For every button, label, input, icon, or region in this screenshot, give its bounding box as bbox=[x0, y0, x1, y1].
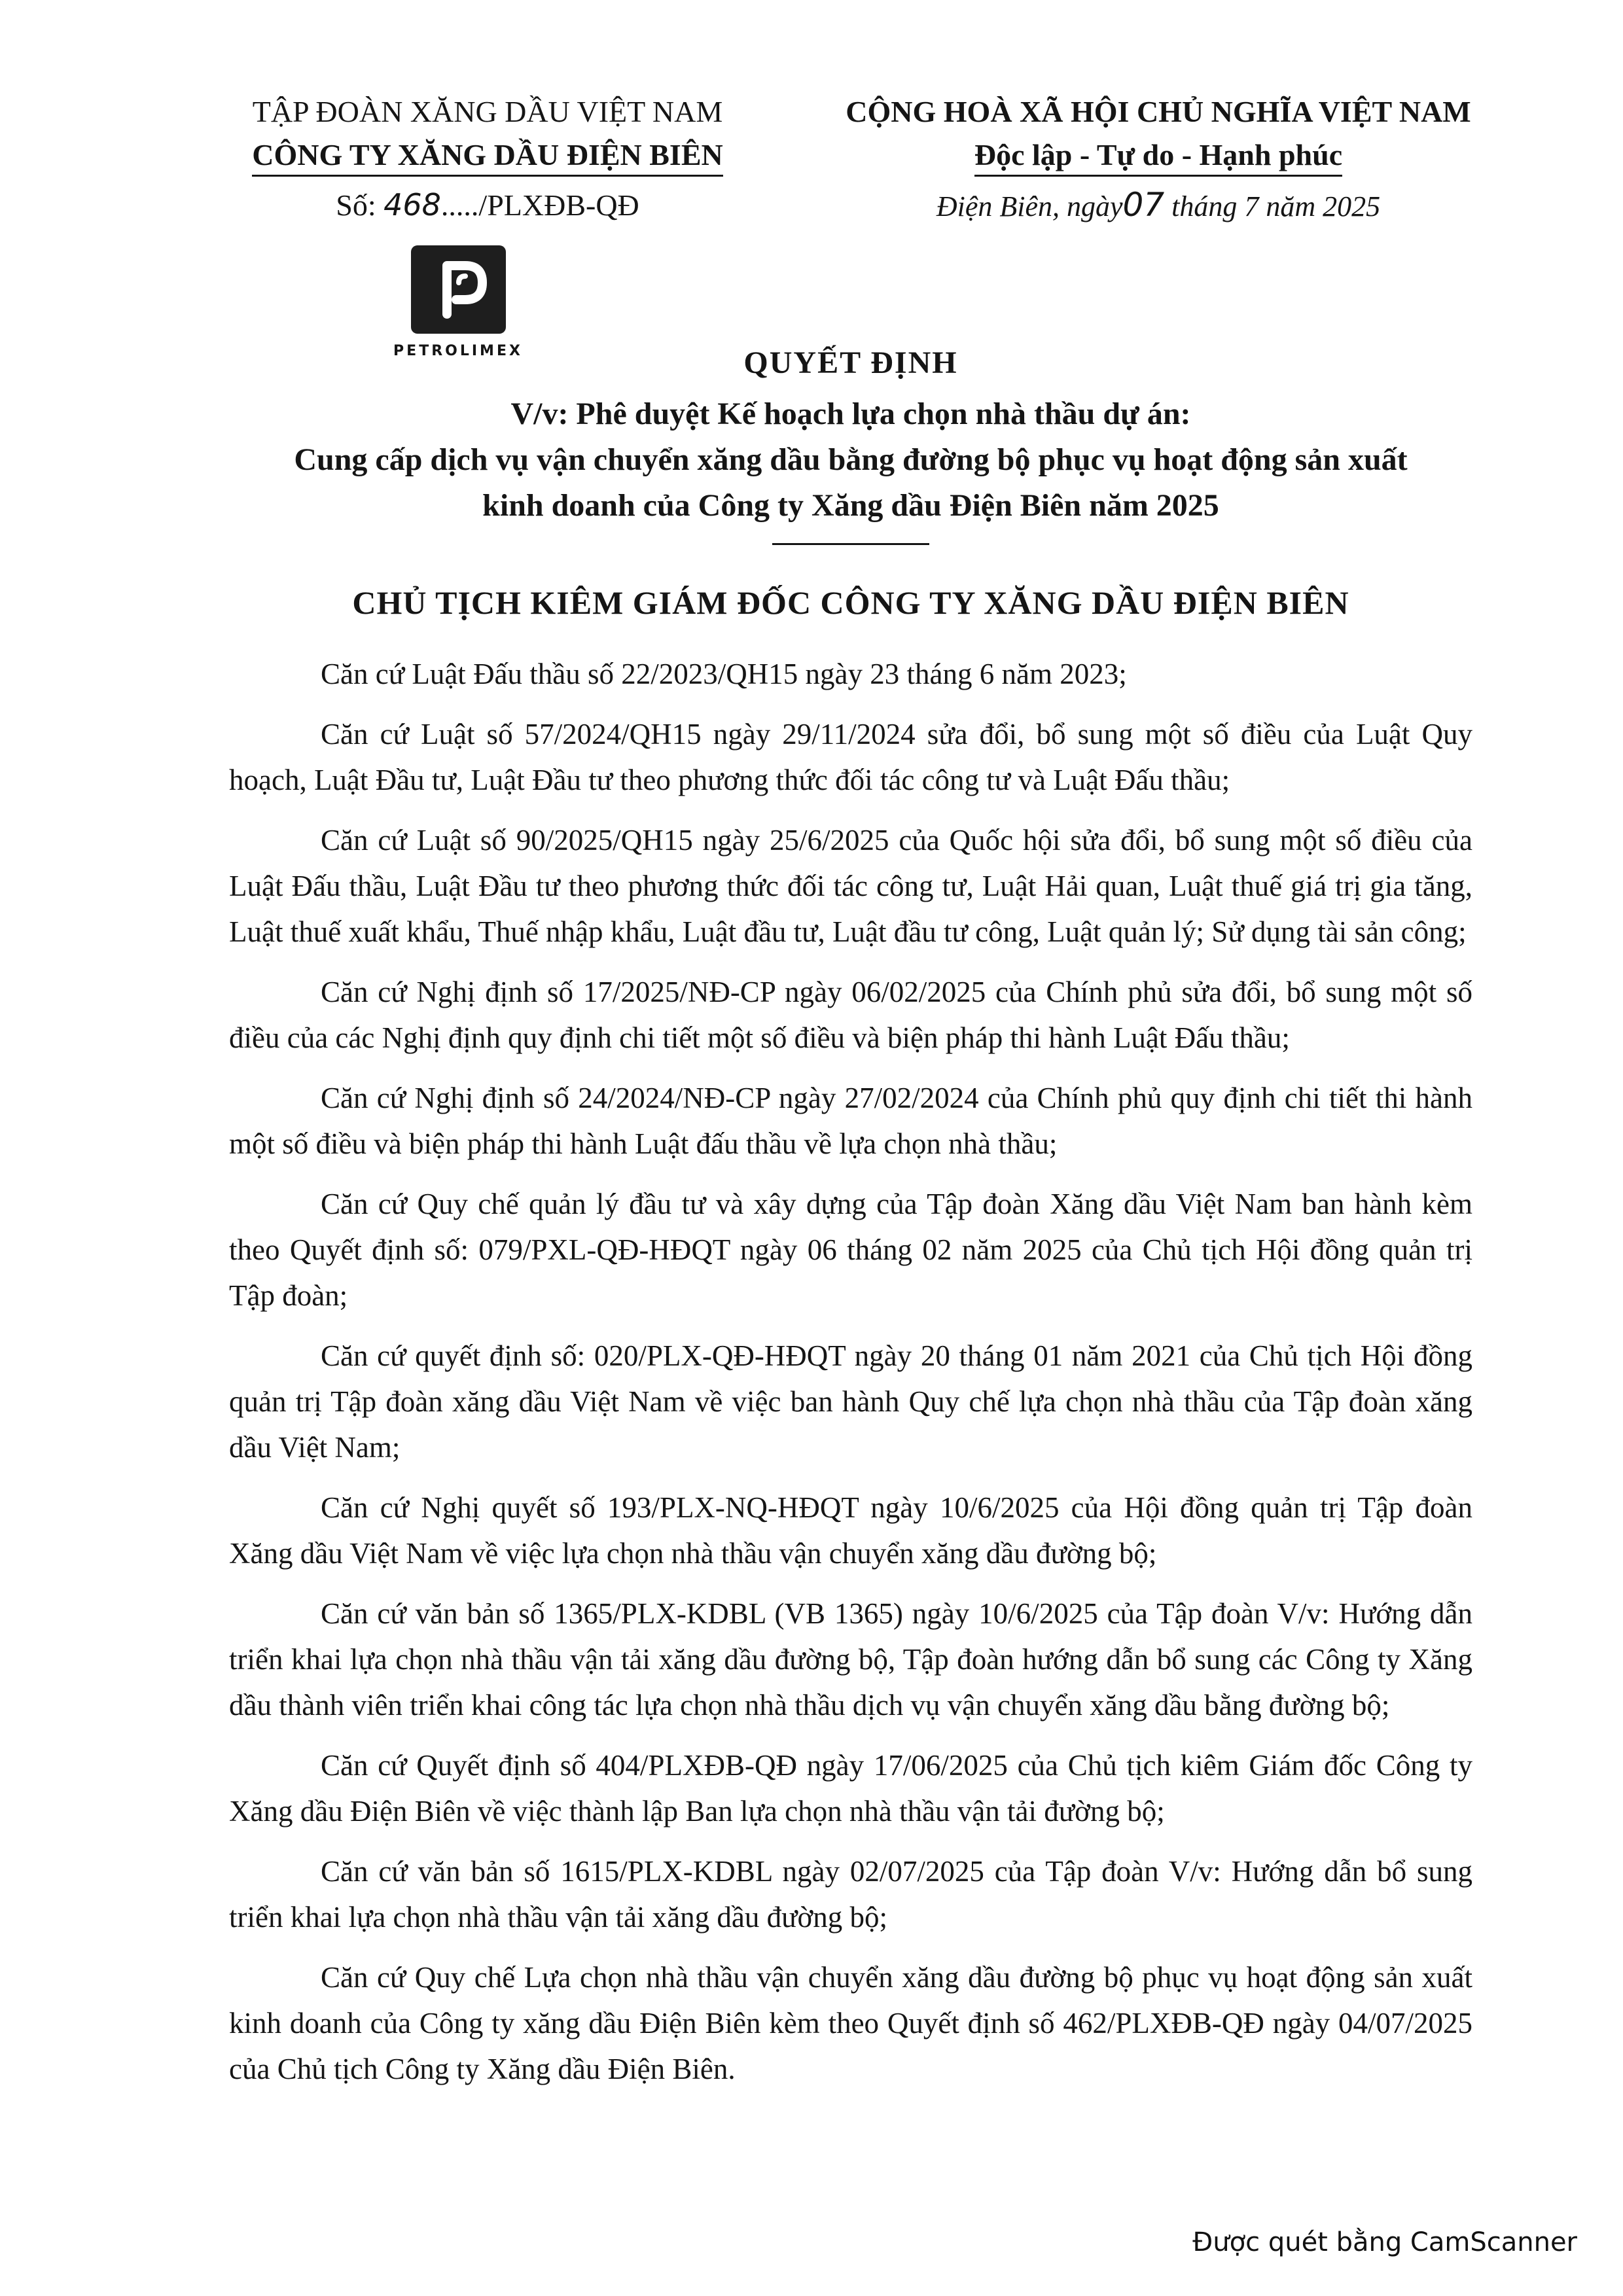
legal-basis-paragraph: Căn cứ Nghị định số 24/2024/NĐ-CP ngày 27/02/2024 của Chính phủ quy định chi tiết thi hành một số điều và biện pháp thi hành Luật đấu thầu về lựa chọn nhà thầu; bbox=[229, 1082, 1472, 1160]
title-divider bbox=[772, 543, 929, 545]
legal-basis-paragraph: Căn cứ Quy chế quản lý đầu tư và xây dựng của Tập đoàn Xăng dầu Việt Nam ban hành kèm theo Quyết định số: 079/PXL-QĐ-HĐQT ngày 06 tháng 02 năm 2025 của Chủ tịch Hội đồng quản trị Tập đoàn; bbox=[229, 1188, 1472, 1312]
issuing-authority: CHỦ TỊCH KIÊM GIÁM ĐỐC CÔNG TY XĂNG DẦU ĐIỆN BIÊN bbox=[352, 584, 1349, 621]
legal-basis-paragraph: Căn cứ Luật số 57/2024/QH15 ngày 29/11/2024 sửa đổi, bổ sung một số điều của Luật Quy hoạch, Luật Đầu tư, Luật Đầu tư theo phương thức đối tác công tư và Luật Đấu thầu; bbox=[229, 718, 1472, 796]
subject-line: kinh doanh của Công ty Xăng dầu Điện Biên năm 2025 bbox=[482, 488, 1219, 523]
legal-basis-paragraph: Căn cứ Quyết định số 404/PLXĐB-QĐ ngày 17/06/2025 của Chủ tịch kiêm Giám đốc Công ty Xăng dầu Điện Biên về việc thành lập Ban lựa chọn nhà thầu vận tải đường bộ; bbox=[229, 1749, 1472, 1828]
camscanner-note: Được quét bằng CamScanner bbox=[1192, 2227, 1577, 2257]
legal-basis-paragraph: Căn cứ quyết định số: 020/PLX-QĐ-HĐQT ngày 20 tháng 01 năm 2021 của Chủ tịch Hội đồng quản trị Tập đoàn xăng dầu Việt Nam về việc ban hành Quy chế lựa chọn nhà thầu của Tập đoàn xăng dầu Việt Nam; bbox=[229, 1339, 1472, 1464]
legal-basis-paragraph: Căn cứ Nghị quyết số 193/PLX-NQ-HĐQT ngày 10/6/2025 của Hội đồng quản trị Tập đoàn Xăng dầu Việt Nam về việc lựa chọn nhà thầu vận chuyển xăng dầu đường bộ; bbox=[229, 1491, 1472, 1570]
ref-number-handwritten: 468 bbox=[383, 187, 441, 222]
subject-line: Cung cấp dịch vụ vận chuyển xăng dầu bằng đường bộ phục vụ hoạt động sản xuất bbox=[294, 442, 1408, 477]
issuer-block bbox=[216, 90, 759, 227]
date-prefix: Điện Biên, ngày bbox=[936, 190, 1123, 222]
document-subject bbox=[157, 391, 1544, 529]
legal-basis-paragraph: Căn cứ Luật Đấu thầu số 22/2023/QH15 ngày 23 tháng 6 năm 2023; bbox=[321, 658, 1127, 690]
ref-prefix: Số: bbox=[336, 188, 384, 222]
motto bbox=[805, 133, 1512, 177]
issue-date bbox=[805, 183, 1512, 228]
document-title: QUYẾT ĐỊNH bbox=[743, 345, 958, 380]
legal-basis-paragraph: Căn cứ văn bản số 1365/PLX-KDBL (VB 1365) ngày 10/6/2025 của Tập đoàn V/v: Hướng dẫn triển khai lựa chọn nhà thầu vận tải xăng dầu đường bộ, Tập đoàn hướng dẫn bổ sung các Công ty Xăng dầu thành viên triển khai công tác lựa chọn nhà thầu dịch vụ vận chuyển xăng dầu bằng đường bộ; bbox=[229, 1597, 1472, 1722]
legal-basis bbox=[229, 651, 1472, 2106]
motto-text: Độc lập - Tự do - Hạnh phúc bbox=[974, 135, 1342, 177]
country-name: CỘNG HOÀ XÃ HỘI CHỦ NGHĨA VIỆT NAM bbox=[846, 95, 1471, 128]
legal-basis-paragraph: Căn cứ Nghị định số 17/2025/NĐ-CP ngày 06/02/2025 của Chính phủ sửa đổi, bổ sung một số điều của các Nghị định quy định chi tiết một số điều và biện pháp thi hành Luật Đấu thầu; bbox=[229, 976, 1472, 1054]
parent-org: TẬP ĐOÀN XĂNG DẦU VIỆT NAM bbox=[252, 95, 723, 128]
petrolimex-logo-icon bbox=[411, 245, 506, 334]
legal-basis-paragraph: Căn cứ Luật số 90/2025/QH15 ngày 25/6/2025 của Quốc hội sửa đổi, bổ sung một số điều của Luật Đấu thầu, Luật Đầu tư theo phương thức đối tác công tư, Luật Hải quan, Luật thuế giá trị gia tăng, Luật thuế xuất khẩu, Thuế nhập khẩu, Luật đầu tư, Luật đầu tư công, Luật quản lý; Sử dụng tài sản công; bbox=[229, 824, 1472, 948]
subject-line: V/v: Phê duyệt Kế hoạch lựa chọn nhà thầu dự án: bbox=[510, 397, 1191, 431]
ref-suffix: ...../PLXĐB-QĐ bbox=[440, 188, 639, 222]
reference-number bbox=[216, 183, 759, 227]
legal-basis-paragraph: Căn cứ Quy chế Lựa chọn nhà thầu vận chuyển xăng dầu đường bộ phục vụ hoạt động sản xuất kinh doanh của Công ty xăng dầu Điện Biên kèm theo Quyết định số 462/PLXĐB-QĐ ngày 04/07/2025 của Chủ tịch Công ty Xăng dầu Điện Biên. bbox=[229, 1961, 1472, 2085]
company-name-text: CÔNG TY XĂNG DẦU ĐIỆN BIÊN bbox=[252, 135, 722, 177]
company-name bbox=[216, 133, 759, 177]
date-suffix: tháng 7 năm 2025 bbox=[1171, 190, 1381, 222]
title-block bbox=[157, 340, 1544, 629]
national-header bbox=[805, 90, 1512, 228]
logo-wordmark: PETROLIMEX bbox=[393, 343, 523, 359]
legal-basis-paragraph: Căn cứ văn bản số 1615/PLX-KDBL ngày 02/07/2025 của Tập đoàn V/v: Hướng dẫn bổ sung triển khai lựa chọn nhà thầu vận tải xăng dầu đường bộ; bbox=[229, 1855, 1472, 1934]
date-day-handwritten: 07 bbox=[1122, 186, 1165, 224]
